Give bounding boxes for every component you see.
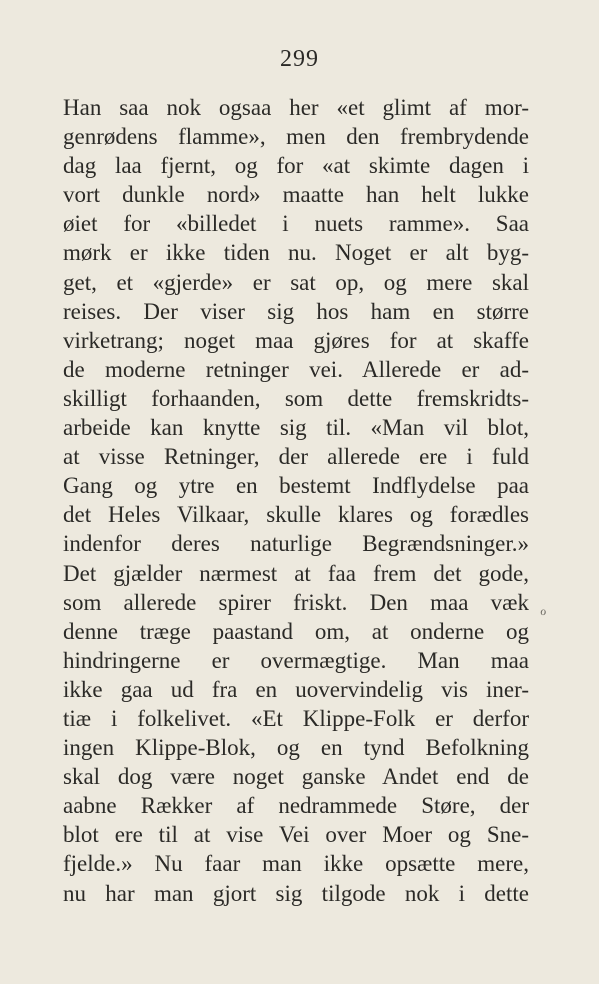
- text-line: get, et «gjerde» er sat op, og mere skal: [63, 269, 529, 295]
- text-line: ingen Klippe-Blok, og en tynd Befolkning: [63, 735, 529, 761]
- text-line: som allerede spirer friskt. Den maa væk: [63, 589, 529, 615]
- text-line: ikke gaa ud fra en uovervindelig vis iner-: [63, 676, 529, 702]
- text-line: blot ere til at vise Vei over Moer og Sne-: [63, 822, 529, 848]
- text-line: denne træge paastand om, at onderne og: [63, 618, 529, 644]
- body-text: [63, 93, 529, 908]
- text-line: arbeide kan knytte sig til. «Man vil blot,: [63, 415, 529, 441]
- text-line: genrødens flamme», men den frembrydende: [63, 124, 529, 150]
- text-line: nu har man gjort sig tilgode nok i dette: [63, 880, 529, 906]
- text-line: tiæ i folkelivet. «Et Klippe-Folk er derfor: [63, 705, 529, 731]
- text-line: aabne Rækker af nedrammede Støre, der: [63, 793, 529, 819]
- text-line: dag laa fjernt, og for «at skimte dagen i: [63, 153, 529, 179]
- text-line: virketrang; noget maa gjøres for at skaffe: [63, 327, 529, 353]
- text-line: at visse Retninger, der allerede ere i fuld: [63, 444, 529, 470]
- text-line: reises. Der viser sig hos ham en større: [63, 298, 529, 324]
- text-line: indenfor deres naturlige Begrændsninger.»: [63, 531, 529, 557]
- text-line: det Heles Vilkaar, skulle klares og forædles: [63, 502, 529, 528]
- margin-mark: ℴ: [540, 604, 547, 619]
- text-line: skal dog være noget ganske Andet end de: [63, 764, 529, 790]
- page-number: 299: [280, 46, 319, 72]
- text-line: hindringerne er overmægtige. Man maa: [63, 647, 529, 673]
- text-line: øiet for «billedet i nuets ramme». Saa: [63, 211, 529, 237]
- text-line: mørk er ikke tiden nu. Noget er alt byg-: [63, 240, 529, 266]
- text-line: de moderne retninger vei. Allerede er ad-: [63, 356, 529, 382]
- text-line: fjelde.» Nu faar man ikke opsætte mere,: [63, 851, 529, 877]
- text-line: Gang og ytre en bestemt Indflydelse paa: [63, 473, 529, 499]
- text-line: Det gjælder nærmest at faa frem det gode,: [63, 560, 529, 586]
- text-line: vort dunkle nord» maatte han helt lukke: [63, 182, 529, 208]
- text-line: Han saa nok ogsaa her «et glimt af mor-: [63, 95, 529, 120]
- text-line: skilligt forhaanden, som dette fremskridts-: [63, 385, 529, 411]
